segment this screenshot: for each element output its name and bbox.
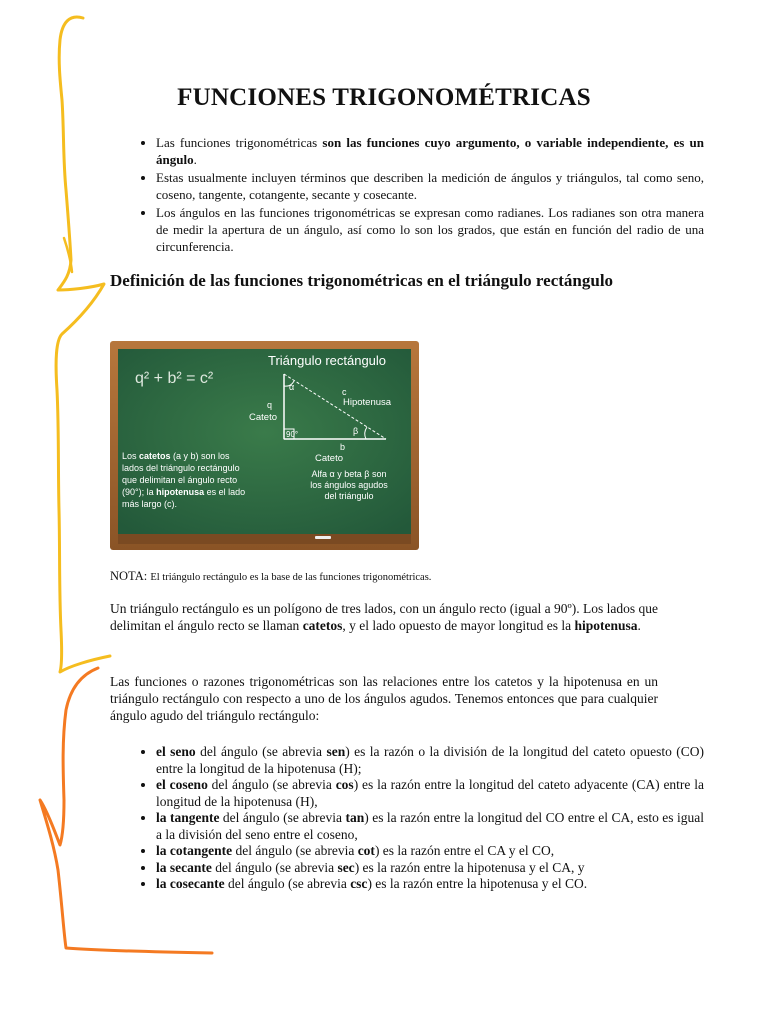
function-item-coseno: • el coseno del ángulo (se abrevia cos) es la razón entre la longitud del cateto adyacente (CA) entre la longitud de la hipotenusa (H), xyxy=(156,777,704,810)
hipotenusa-label: Hipotenusa xyxy=(343,397,392,408)
chalkboard-image xyxy=(110,341,419,550)
function-item-cosecante: • la cosecante del ángulo (se abrevia csc) es la razón entre la hipotenusa y el CO. xyxy=(156,876,704,893)
yellow-annotation-stroke xyxy=(56,17,110,672)
nota-caption: NOTA: El triángulo rectángulo es la base de las funciones trigonométricas. xyxy=(110,569,432,583)
right-angle-label: 90° xyxy=(286,430,299,439)
svg-text:los ángulos agudos: los ángulos agudos xyxy=(310,480,388,490)
alpha-label: α xyxy=(289,382,295,392)
section-heading: Definición de las funciones trigonométricas en el triángulo rectángulo xyxy=(110,271,614,290)
svg-text:(90°); la hipotenusa es el lad: (90°); la hipotenusa es el lado xyxy=(122,487,246,497)
cateto-bottom-letter: b xyxy=(340,442,346,452)
svg-text:más largo (c).: más largo (c). xyxy=(122,499,178,509)
paragraph-triangulo: Un triángulo rectángulo es un polígono de tres lados, con un ángulo recto (igual a 90º). Los lados que delimitan el ángulo recto se llaman catetos, y el lado opuesto de mayor longitud es la hipotenusa. xyxy=(110,601,658,633)
cateto-left-letter: q xyxy=(267,400,273,410)
cateto-bottom-label: Cateto xyxy=(315,453,343,464)
functions-list xyxy=(110,744,704,893)
function-item-cotangente: • la cotangente del ángulo (se abrevia cot) es la razón entre el CA y el CO, xyxy=(156,843,704,860)
cateto-left-label: Cateto xyxy=(249,412,277,423)
intro-bullet: • Los ángulos en las funciones trigonométricas se expresan como radianes. Los radianes son otra manera de medir la apertura de un ángulo, así como lo son los grados, que están en función del radio de una circunferencia. xyxy=(156,204,704,255)
svg-text:Alfa α y beta β son: Alfa α y beta β son xyxy=(311,469,387,479)
svg-text:lados del triángulo rectángulo: lados del triángulo rectángulo xyxy=(122,463,240,473)
function-item-tangente: • la tangente del ángulo (se abrevia tan) es la razón entre la longitud del CO entre el CA, esto es igual a la división del seno entre el coseno, xyxy=(156,810,704,843)
svg-text:Los catetos (a y b) son los: Los catetos (a y b) son los xyxy=(122,451,230,461)
chalk-piece xyxy=(315,536,331,539)
function-item-secante: • la secante del ángulo (se abrevia sec) es la razón entre la hipotenusa y el CA, y xyxy=(156,860,704,877)
intro-bullet: • Estas usualmente incluyen términos que describen la medición de ángulos y triángulos, tal como seno, coseno, tangente, cotangente, secante y cosecante. xyxy=(156,169,704,203)
intro-bullet-list xyxy=(110,134,704,256)
hipotenusa-letter: c xyxy=(342,387,347,397)
page-title: FUNCIONES TRIGONOMÉTRICAS xyxy=(177,84,591,111)
yellow-annotation-hook xyxy=(64,238,72,272)
intro-bullet: • Las funciones trigonométricas son las funciones cuyo argumento, o variable independiente, es un ángulo. xyxy=(156,134,704,168)
paragraph-razones: Las funciones o razones trigonométricas son las relaciones entre los catetos y la hipotenusa en un triángulo rectángulo con respecto a uno de los ángulos agudos. Tenemos entonces que para cualquier ángulo agudo del triángulo rectángulo: xyxy=(110,674,658,723)
svg-text:que delimitan el ángulo recto: que delimitan el ángulo recto xyxy=(122,475,238,485)
function-item-seno: • el seno del ángulo (se abrevia sen) es la razón o la división de la longitud del cateto opuesto (CO) entre la longitud de la hipotenusa (H); xyxy=(156,744,704,777)
board-title: Triángulo rectángulo xyxy=(268,353,387,368)
svg-text:del triángulo: del triángulo xyxy=(324,491,374,501)
beta-label: β xyxy=(353,426,359,436)
pythagorean-formula: q² + b² = c² xyxy=(135,370,214,387)
chalk-ledge xyxy=(118,534,411,544)
